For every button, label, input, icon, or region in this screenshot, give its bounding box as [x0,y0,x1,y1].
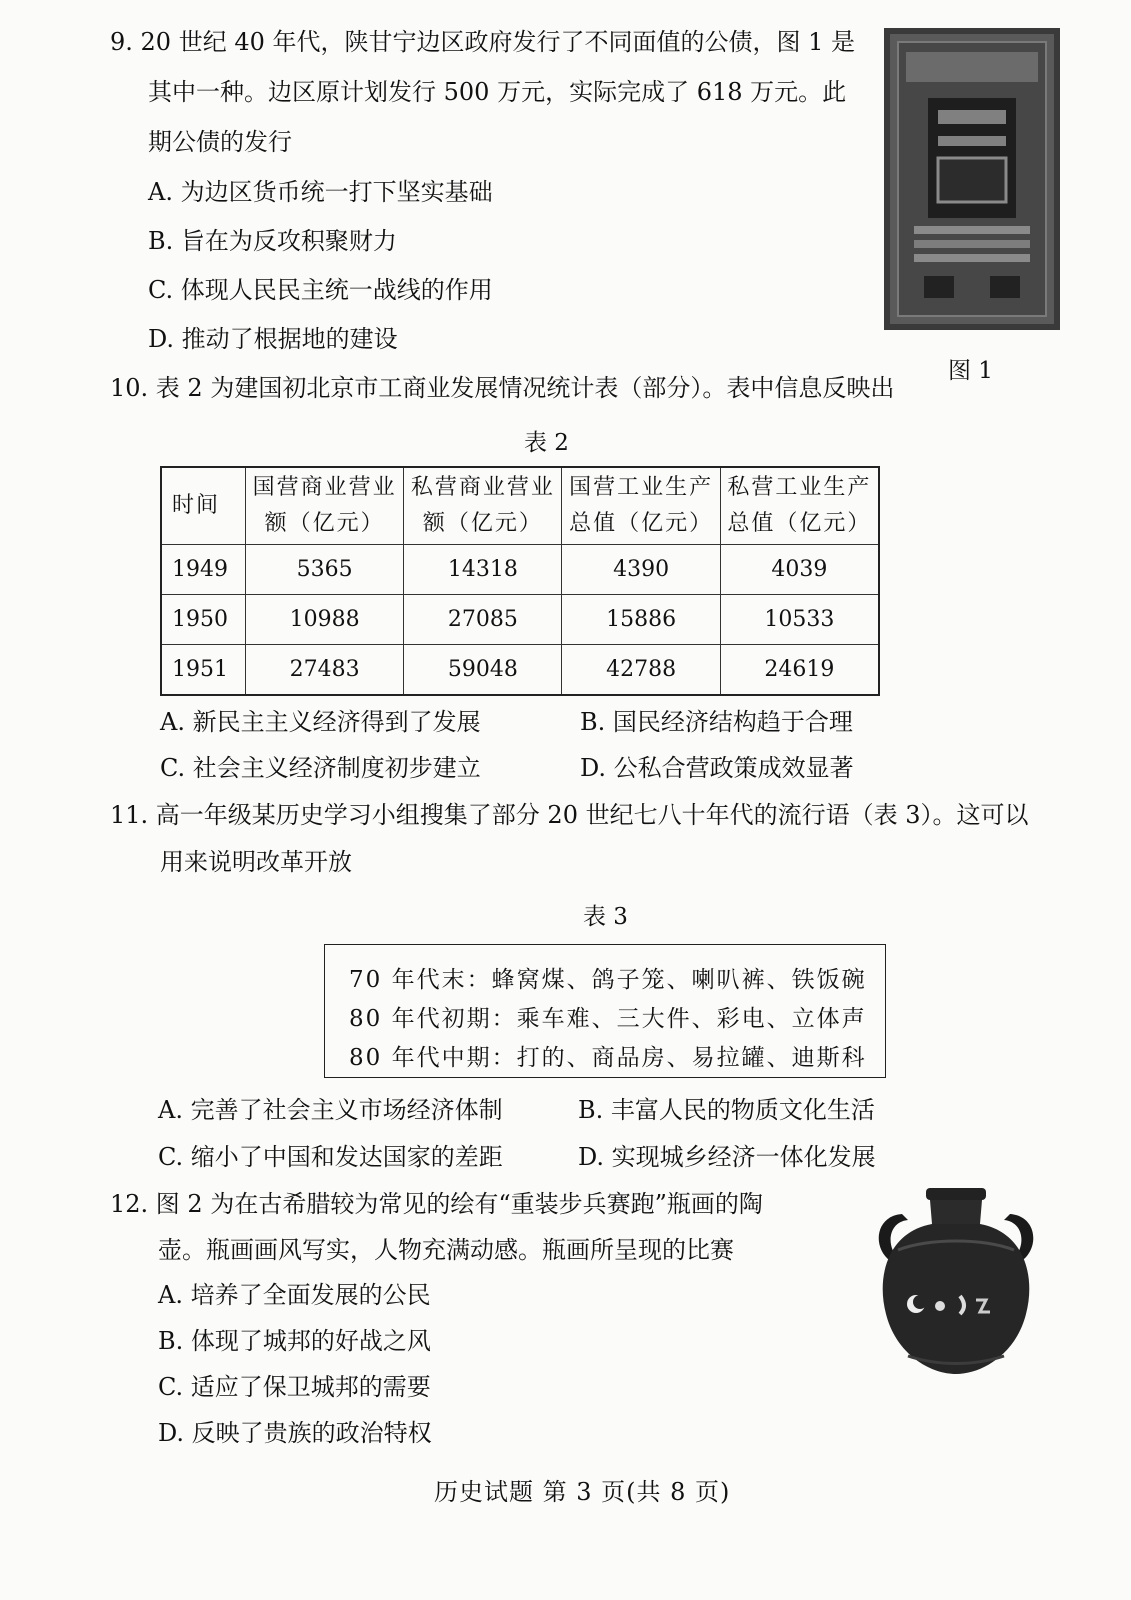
q10-option-a[interactable]: A. 新民主主义经济得到了发展 [160,708,481,736]
q11-option-d[interactable]: D. 实现城乡经济一体化发展 [578,1143,876,1171]
table-cell: 1950 [161,595,246,645]
table-3-box [324,944,886,1078]
table-cell: 4039 [720,545,879,595]
q12-option-d[interactable]: D. 反映了贵族的政治特权 [158,1419,432,1447]
table-cell: 1949 [161,545,246,595]
q11-stem-line-1: 11. 高一年级某历史学习小组搜集了部分 20 世纪七八十年代的流行语（表 3）。这可以 [110,801,1029,829]
table-row [161,595,879,645]
q11-stem-line-2: 用来说明改革开放 [160,848,352,876]
table-cell: 15886 [562,595,720,645]
table-cell: 14318 [404,545,562,595]
table-cell: 10988 [246,595,404,645]
table-cell: 5365 [246,545,404,595]
table-cell: 42788 [562,645,720,696]
figure-1-caption: 图 1 [948,358,993,384]
table-3-title: 表 3 [583,904,628,930]
table-cell: 4390 [562,545,720,595]
table-cell: 1951 [161,645,246,696]
table-cell: 24619 [720,645,879,696]
q12-option-c[interactable]: C. 适应了保卫城邦的需要 [158,1373,431,1401]
q9-option-c[interactable]: C. 体现人民民主统一战线的作用 [148,276,493,304]
table-2-header-state-commerce: 国营商业营业 额（亿元） [246,467,404,545]
q11-option-b[interactable]: B. 丰富人民的物质文化生活 [578,1096,875,1124]
table-cell: 59048 [404,645,562,696]
table-2-header-row [161,467,879,545]
q10-option-c[interactable]: C. 社会主义经济制度初步建立 [160,754,481,782]
q12-stem-line-1: 12. 图 2 为在古希腊较为常见的绘有“重装步兵赛跑”瓶画的陶 [110,1190,763,1218]
q12-stem-line-2: 壶。瓶画画风写实，人物充满动感。瓶画所呈现的比赛 [158,1236,734,1264]
q9-stem-line-3: 期公债的发行 [148,128,292,156]
table-2-header-state-industry: 国营工业生产 总值（亿元） [562,467,720,545]
q12-option-b[interactable]: B. 体现了城邦的好战之风 [158,1327,431,1355]
q9-stem-line-2: 其中一种。边区原计划发行 500 万元，实际完成了 618 万元。此 [148,78,847,106]
q11-option-a[interactable]: A. 完善了社会主义市场经济体制 [158,1096,503,1124]
q11-option-c[interactable]: C. 缩小了中国和发达国家的差距 [158,1143,503,1171]
page-footer: 历史试题 第 3 页(共 8 页) [434,1478,731,1506]
table-cell: 27483 [246,645,404,696]
greek-amphora-image [868,1180,1044,1380]
q9-stem-line-1: 9. 20 世纪 40 年代，陕甘宁边区政府发行了不同面值的公债，图 1 是 [110,28,856,56]
table-3-line: 70 年代末：蜂窝煤、鸽子笼、喇叭裤、铁饭碗 [349,967,867,993]
table-row [161,545,879,595]
q12-option-a[interactable]: A. 培养了全面发展的公民 [158,1281,431,1309]
table-cell: 10533 [720,595,879,645]
table-3-line: 80 年代初期：乘车难、三大件、彩电、立体声 [349,1006,867,1032]
q9-option-d[interactable]: D. 推动了根据地的建设 [148,325,398,353]
bond-certificate-image [884,28,1060,330]
q10-stem: 10. 表 2 为建国初北京市工商业发展情况统计表（部分）。表中信息反映出 [110,374,895,402]
table-row [161,645,879,696]
table-3-line: 80 年代中期：打的、商品房、易拉罐、迪斯科 [349,1045,867,1071]
q10-option-d[interactable]: D. 公私合营政策成效显著 [580,754,854,782]
table-2-header-private-commerce: 私营商业营业 额（亿元） [404,467,562,545]
q9-option-b[interactable]: B. 旨在为反攻积聚财力 [148,227,397,255]
table-cell: 27085 [404,595,562,645]
q9-option-a[interactable]: A. 为边区货币统一打下坚实基础 [148,178,493,206]
q10-option-b[interactable]: B. 国民经济结构趋于合理 [580,708,853,736]
table-2-header-private-industry: 私营工业生产 总值（亿元） [720,467,879,545]
table-2 [160,466,880,696]
table-2-title: 表 2 [524,430,569,456]
table-2-header-time: 时间 [161,467,246,545]
